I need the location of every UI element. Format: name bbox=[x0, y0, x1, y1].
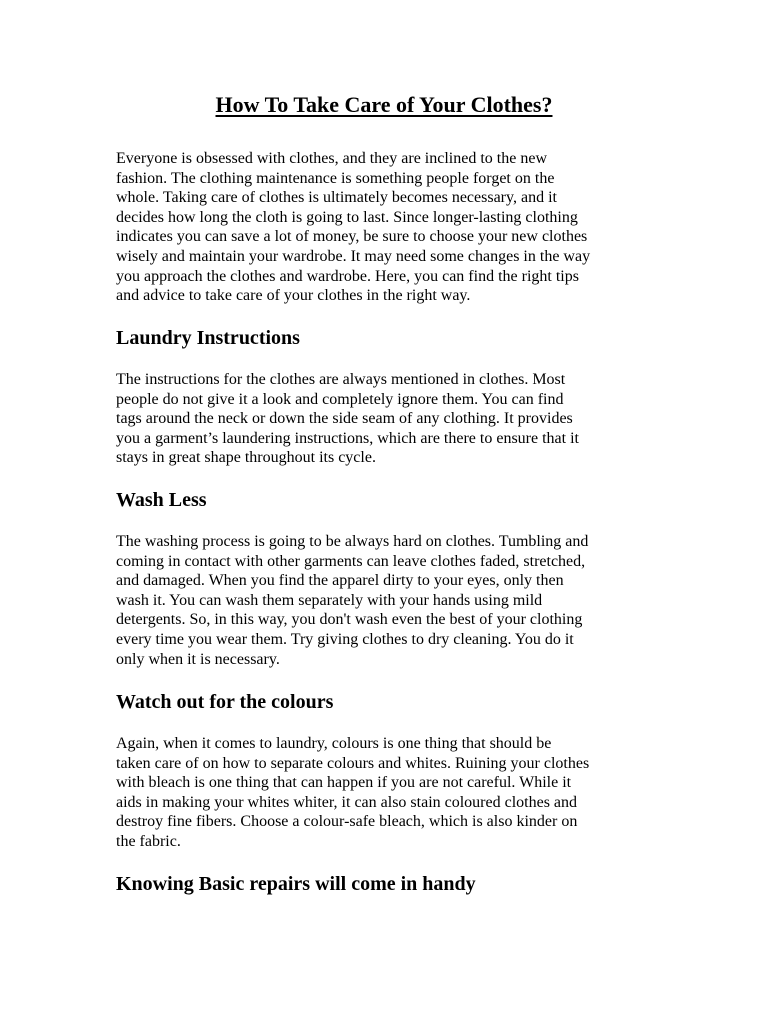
section-body-watch-colours: Again, when it comes to laundry, colours is one thing that should be taken care of on how to separate colours and whites. Ruining your clothes with bleach is one thing that can happen if you are not careful. While it aids in making your whites whiter, it can also stain coloured clothes and destroy fine fibers. Choose a colour-safe bleach, which is also kinder on the fabric. bbox=[116, 735, 590, 850]
section-body-laundry-instructions: The instructions for the clothes are always mentioned in clothes. Most people do not give it a look and completely ignore them. You can find tags around the neck or down the side seam of any clothing. It provides you a garment’s laundering instructions, which are there to ensure that it stays in great shape throughout its cycle. bbox=[116, 371, 579, 467]
page-title: How To Take Care of Your Clothes? bbox=[215, 92, 553, 117]
section-heading-wash-less: Wash Less bbox=[116, 489, 207, 511]
section-heading-watch-colours: Watch out for the colours bbox=[116, 691, 334, 713]
section-body-wash-less: The washing process is going to be always hard on clothes. Tumbling and coming in contact with other garments can leave clothes faded, stretched, and damaged. When you find the apparel dirty to your eyes, only then wash it. You can wash them separately with your hands using mild detergents. So, in this way, you don't wash even the best of your clothing every time you wear them. Try giving clothes to dry cleaning. You do it only when it is necessary. bbox=[116, 533, 589, 668]
section-heading-laundry-instructions: Laundry Instructions bbox=[116, 327, 300, 349]
intro-paragraph: Everyone is obsessed with clothes, and they are inclined to the new fashion. The clothing maintenance is something people forget on the whole. Taking care of clothes is ultimately becomes necessary, and it decides how long the cloth is going to last. Since longer-lasting clothing indicates you can save a lot of money, be sure to choose your new clothes wisely and maintain your wardrobe. It may need some changes in the way you approach the clothes and wardrobe. Here, you can find the right tips and advice to take care of your clothes in the right way. bbox=[116, 150, 591, 305]
section-heading-basic-repairs: Knowing Basic repairs will come in handy bbox=[116, 873, 476, 895]
